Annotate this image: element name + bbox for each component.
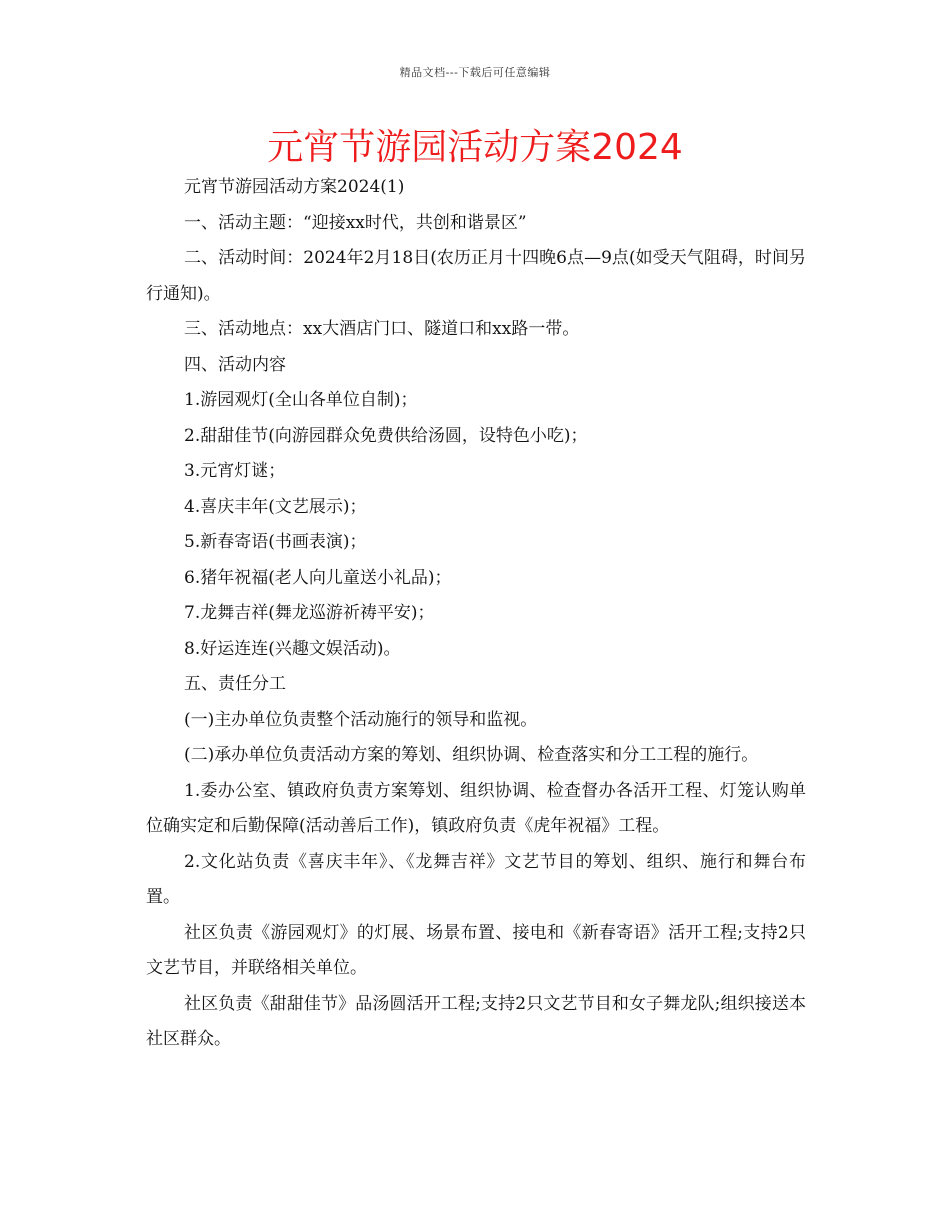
responsibility-paragraph: 社区负责《甜甜佳节》品汤圆活开工程;支持2只文艺节目和女子舞龙队;组织接送本社区群众。	[146, 993, 806, 1049]
content-item: 3.元宵灯谜；	[184, 461, 286, 481]
content-item: 2.甜甜佳节(向游园群众免费供给汤圆，设特色小吃)；	[184, 425, 588, 446]
theme-paragraph: 一、活动主题：“迎接xx时代，共创和谐景区”	[184, 212, 527, 233]
responsibility-heading: 五、责任分工	[184, 674, 286, 694]
content-item: 1.游园观灯(全山各单位自制)；	[184, 390, 418, 410]
content-item: 5.新春寄语(书画表演)；	[184, 532, 367, 552]
responsibility-paragraph: 社区负责《游园观灯》的灯展、场景布置、接电和《新春寄语》活开工程;支持2只文艺节目，并联络相关单位。	[146, 922, 806, 978]
document-title: 元宵节游园活动方案2024	[267, 127, 683, 168]
header-note: 精品文档---下载后可任意编辑	[399, 66, 551, 79]
responsibility-paragraph: (二)承办单位负责活动方案的筹划、组织协调、检查落实和分工工程的施行。	[184, 745, 759, 765]
location-paragraph: 三、活动地点：xx大酒店门口、隧道口和xx路一带。	[184, 319, 580, 339]
subtitle-paragraph: 元宵节游园活动方案2024(1)	[184, 177, 405, 197]
responsibility-paragraph: 1.委办公室、镇政府负责方案筹划、组织协调、检查督办各活开工程、灯笼认购单位确实定和后勤保障(活动善后工作)，镇政府负责《虎年祝福》工程。	[146, 780, 806, 836]
content-item: 7.龙舞吉祥(舞龙巡游祈祷平安)；	[184, 603, 435, 623]
content-item: 6.猪年祝福(老人向儿童送小礼品)；	[184, 567, 452, 588]
time-paragraph: 二、活动时间：2024年2月18日(农历正月十四晚6点—9点(如受天气阻碍，时间另行通知)。	[146, 248, 806, 304]
content-item: 4.喜庆丰年(文艺展示)；	[184, 496, 367, 517]
responsibility-paragraph: 2.文化站负责《喜庆丰年》、《龙舞吉祥》文艺节目的筹划、组织、施行和舞台布置。	[146, 851, 806, 907]
content-heading: 四、活动内容	[184, 354, 286, 375]
responsibility-paragraph: (一)主办单位负责整个活动施行的领导和监视。	[184, 709, 538, 730]
content-item: 8.好运连连(兴趣文娱活动)。	[184, 638, 401, 659]
document-body	[146, 170, 806, 1058]
